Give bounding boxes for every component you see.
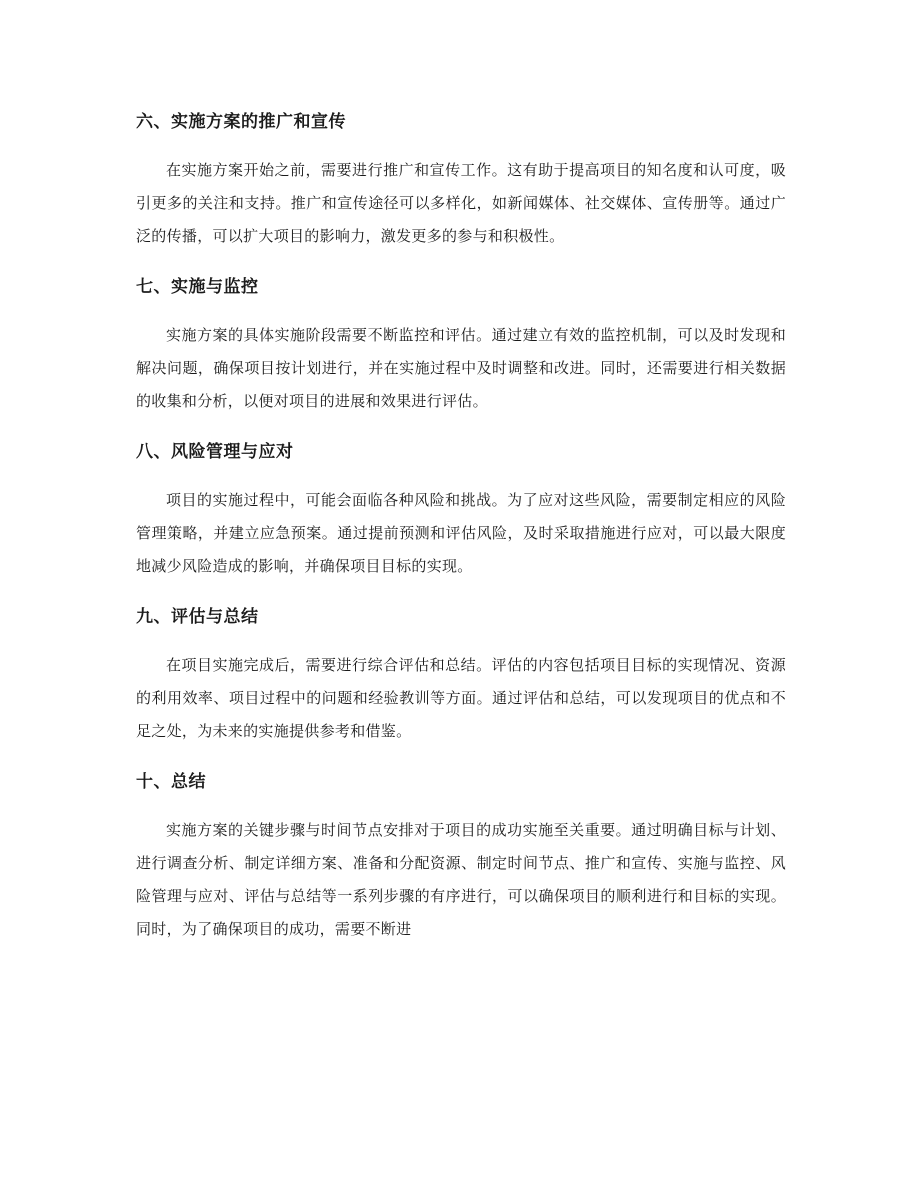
document-content: [136, 104, 786, 962]
section-heading: 六、实施方案的推广和宣传: [136, 112, 346, 132]
section-evaluation: [136, 599, 786, 748]
section-heading: 八、风险管理与应对: [136, 442, 294, 462]
section-heading: 十、总结: [136, 772, 206, 792]
section-paragraph: 在项目实施完成后，需要进行综合评估和总结。评估的内容包括项目目标的实现情况、资源的利用效率、项目过程中的问题和经验教训等方面。通过评估和总结，可以发现项目的优点和不足之处，为未来的实施提供参考和借鉴。: [136, 656, 786, 740]
section-implementation-monitoring: [136, 269, 786, 418]
section-heading: 七、实施与监控: [136, 277, 259, 297]
section-summary: [136, 764, 786, 946]
section-risk-management: [136, 434, 786, 583]
section-paragraph: 项目的实施过程中，可能会面临各种风险和挑战。为了应对这些风险，需要制定相应的风险管理策略，并建立应急预案。通过提前预测和评估风险，及时采取措施进行应对，可以最大限度地减少风险造成的影响，并确保项目目标的实现。: [136, 491, 786, 575]
section-paragraph: 在实施方案开始之前，需要进行推广和宣传工作。这有助于提高项目的知名度和认可度，吸引更多的关注和支持。推广和宣传途径可以多样化，如新闻媒体、社交媒体、宣传册等。通过广泛的传播，可以扩大项目的影响力，激发更多的参与和积极性。: [136, 161, 786, 245]
section-promotion: [136, 104, 786, 253]
section-paragraph: 实施方案的具体实施阶段需要不断监控和评估。通过建立有效的监控机制，可以及时发现和解决问题，确保项目按计划进行，并在实施过程中及时调整和改进。同时，还需要进行相关数据的收集和分析，以便对项目的进展和效果进行评估。: [136, 326, 786, 410]
section-heading: 九、评估与总结: [136, 607, 259, 627]
section-paragraph: 实施方案的关键步骤与时间节点安排对于项目的成功实施至关重要。通过明确目标与计划、进行调查分析、制定详细方案、准备和分配资源、制定时间节点、推广和宣传、实施与监控、风险管理与应对、评估与总结等一系列步骤的有序进行，可以确保项目的顺利进行和目标的实现。同时，为了确保项目的成功，需要不断进: [136, 821, 786, 938]
